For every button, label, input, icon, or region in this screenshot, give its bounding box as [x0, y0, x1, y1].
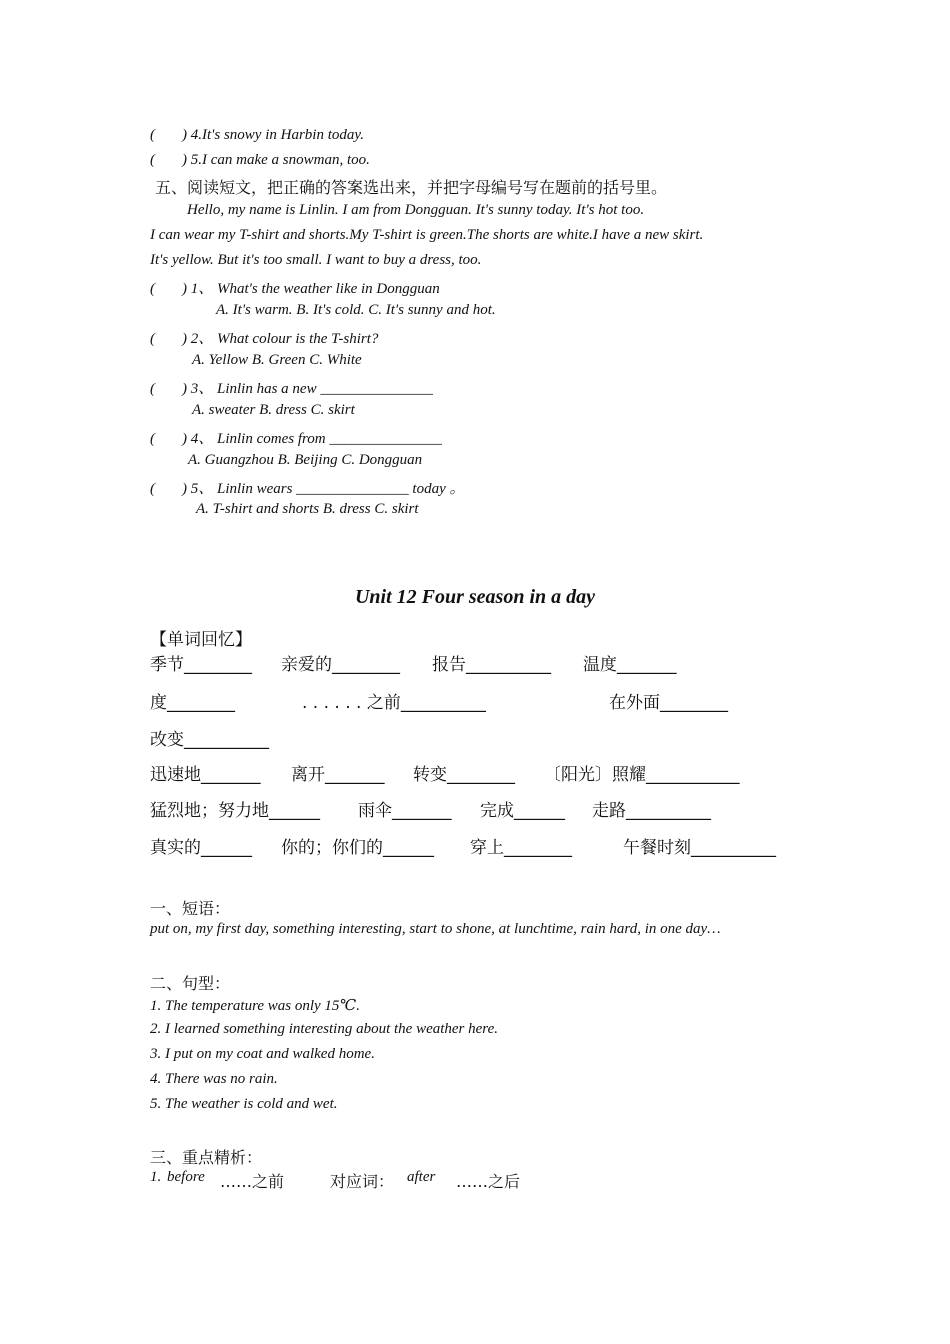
vocab-item[interactable]: 迅速地_______ — [150, 765, 261, 785]
answer-bracket[interactable]: ( — [150, 381, 155, 397]
passage-line: I can wear my T-shirt and shorts.My T-shirt is green.The shorts are white.I have a new skirt. — [150, 227, 704, 243]
vocab-item[interactable]: 离开_______ — [291, 765, 385, 785]
sentence: 4. There was no rain. — [150, 1071, 278, 1087]
vocab-row — [150, 688, 850, 712]
question-options: A. Guangzhou B. Beijing C. Dongguan — [188, 452, 423, 468]
vocab-item[interactable]: . . . . . . 之前__________ — [302, 693, 486, 713]
question-row: ( ) 4.It's snowy in Harbin today. — [150, 127, 364, 143]
question-row: ( ) 3、 Linlin has a new _______________ — [150, 381, 433, 397]
vocab-item[interactable]: 季节________ — [150, 655, 252, 675]
analysis-opposite: after — [407, 1169, 436, 1185]
analysis-heading: 三、重点精析： — [150, 1148, 263, 1167]
answer-bracket[interactable]: ( — [150, 481, 155, 497]
unit-title: Unit 12 Four season in a day — [354, 586, 596, 608]
question-options: A. sweater B. dress C. skirt — [192, 402, 355, 418]
vocab-item[interactable]: 走路__________ — [592, 801, 711, 821]
question-text: 4、 Linlin comes from _______________ — [190, 431, 442, 447]
analysis-label: 对应词： — [330, 1172, 395, 1191]
vocab-item[interactable]: 〔阳光〕照耀___________ — [544, 765, 740, 785]
question-text: 1、 What's the weather like in Dongguan — [190, 281, 440, 297]
vocab-item[interactable]: 穿上________ — [470, 838, 572, 858]
vocab-item[interactable]: 完成______ — [480, 801, 565, 821]
analysis-num: 1. — [150, 1169, 162, 1185]
question-text: 3、 Linlin has a new _______________ — [190, 381, 433, 397]
analysis-opposite-meaning: ……之后 — [456, 1172, 521, 1191]
analysis-row — [150, 1169, 850, 1193]
vocab-row — [150, 760, 850, 784]
vocab-item[interactable]: 亲爱的________ — [281, 655, 400, 675]
vocab-item[interactable]: 雨伞_______ — [358, 801, 452, 821]
question-row: ( ) 4、 Linlin comes from _______________ — [150, 431, 442, 447]
question-text: 5.I can make a snowman, too. — [190, 152, 370, 168]
question-options: A. Yellow B. Green C. White — [192, 352, 362, 368]
vocab-item[interactable]: 午餐时刻__________ — [623, 838, 776, 858]
passage-line: It's yellow. But it's too small. I want to buy a dress, too. — [150, 252, 482, 268]
question-text: 2、 What colour is the T-shirt? — [190, 331, 379, 347]
vocab-item[interactable]: 真实的______ — [150, 838, 252, 858]
answer-bracket[interactable]: ( — [150, 127, 155, 143]
question-row: ( ) 2、 What colour is the T-shirt? — [150, 331, 379, 347]
sentence: 5. The weather is cold and wet. — [150, 1096, 338, 1112]
answer-bracket[interactable]: ( — [150, 152, 155, 168]
analysis-word: before — [167, 1169, 205, 1185]
question-options: A. It's warm. B. It's cold. C. It's sunny and hot. — [216, 302, 496, 318]
phrases-text: put on, my first day, something interesting, start to shone, at lunchtime, rain hard, in one day… — [150, 921, 721, 937]
vocab-row — [150, 833, 850, 857]
reading-heading: 五、阅读短文，把正确的答案选出来，并把字母编号写在题前的括号里。 — [155, 178, 668, 197]
question-options: A. T-shirt and shorts B. dress C. skirt — [196, 501, 419, 517]
vocab-item[interactable]: 在外面________ — [609, 693, 728, 713]
vocab-heading: 【单词回忆】 — [150, 630, 252, 650]
question-row: ( ) 5、 Linlin wears _______________ today 。 — [150, 481, 465, 497]
vocab-row — [150, 650, 850, 674]
vocab-item[interactable]: 改变__________ — [150, 730, 269, 750]
vocab-item[interactable]: 温度_______ — [583, 655, 677, 675]
question-text: 4.It's snowy in Harbin today. — [190, 127, 364, 143]
sentences-heading: 二、句型： — [150, 974, 231, 993]
vocab-item[interactable]: 猛烈地；努力地______ — [150, 801, 320, 821]
vocab-item[interactable]: 度________ — [150, 693, 235, 713]
question-row: ( ) 1、 What's the weather like in Dongguan — [150, 281, 440, 297]
phrases-heading: 一、短语： — [150, 899, 231, 918]
question-row: ( ) 5.I can make a snowman, too. — [150, 152, 370, 168]
vocab-item[interactable]: 你的；你们的______ — [281, 838, 434, 858]
vocab-row — [150, 725, 850, 749]
question-text: 5、 Linlin wears _______________ today 。 — [190, 481, 465, 497]
answer-bracket[interactable]: ( — [150, 331, 155, 347]
passage-line: Hello, my name is Linlin. I am from Dongguan. It's sunny today. It's hot too. — [187, 202, 645, 218]
vocab-item[interactable]: 报告__________ — [432, 655, 551, 675]
answer-bracket[interactable]: ( — [150, 431, 155, 447]
sentence: 1. The temperature was only 15℃. — [150, 998, 360, 1014]
analysis-meaning: ……之前 — [220, 1172, 285, 1191]
sentence: 3. I put on my coat and walked home. — [150, 1046, 375, 1062]
vocab-row — [150, 796, 850, 820]
vocab-item[interactable]: 转变________ — [413, 765, 515, 785]
answer-bracket[interactable]: ( — [150, 281, 155, 297]
sentence: 2. I learned something interesting about the weather here. — [150, 1021, 498, 1037]
